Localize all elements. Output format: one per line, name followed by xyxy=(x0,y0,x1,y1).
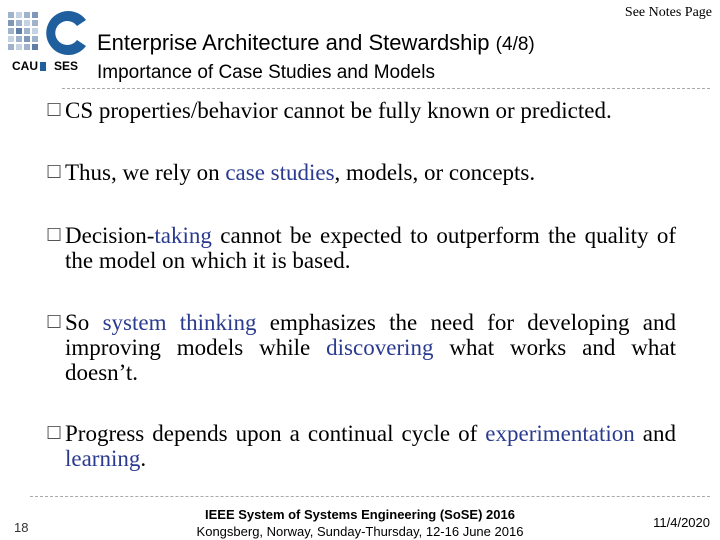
highlight-term: case studies xyxy=(225,160,335,185)
footer-line-2: Kongsberg, Norway, Sunday-Thursday, 12-16 June 2016 xyxy=(196,524,524,539)
bullet-box-icon: ☐ xyxy=(46,312,63,333)
bullet-box-icon: ☐ xyxy=(46,162,63,183)
footer-date: 11/4/2020 xyxy=(653,515,710,530)
bullet-item: ☐ So system thinking emphasizes the need for developing and improving models while discovering what works and what doesn’t. xyxy=(46,310,676,385)
highlight-term: taking xyxy=(154,223,212,248)
svg-text:SES: SES xyxy=(54,59,79,73)
slide-title-text: Enterprise Architecture and Stewardship xyxy=(97,30,490,55)
university-logo xyxy=(6,6,92,76)
slide-title xyxy=(97,30,535,56)
bullet-item: ☐ CS properties/behavior cannot be fully known or predicted. xyxy=(46,98,612,123)
slide-page-number: 18 xyxy=(14,520,29,535)
header-divider xyxy=(62,88,710,89)
footer-line-1: IEEE System of Systems Engineering (SoSE) 2016 xyxy=(205,507,515,522)
bullet-item: ☐ Thus, we rely on case studies, models, or concepts. xyxy=(46,160,536,185)
footer-divider xyxy=(30,496,710,497)
slide-number-indicator: (4/8) xyxy=(495,34,535,55)
highlight-term: discovering xyxy=(326,335,434,360)
highlight-term: learning xyxy=(65,446,141,471)
notes-page-label: See Notes Page xyxy=(624,5,712,20)
highlight-term: experimentation xyxy=(485,421,635,446)
bullet-box-icon: ☐ xyxy=(46,100,63,121)
bullet-item: ☐ Decision-taking cannot be expected to outperform the quality of the model on which it is based. xyxy=(46,223,676,273)
bullet-box-icon: ☐ xyxy=(46,423,63,444)
highlight-term: system thinking xyxy=(102,310,257,335)
bullet-box-icon: ☐ xyxy=(46,225,63,246)
slide-subtitle: Importance of Case Studies and Models xyxy=(97,62,435,83)
bullet-item: ☐ Progress depends upon a continual cycle of experimentation and learning. xyxy=(46,421,676,471)
svg-text:CAU: CAU xyxy=(12,59,38,73)
footer-conference xyxy=(160,506,560,540)
